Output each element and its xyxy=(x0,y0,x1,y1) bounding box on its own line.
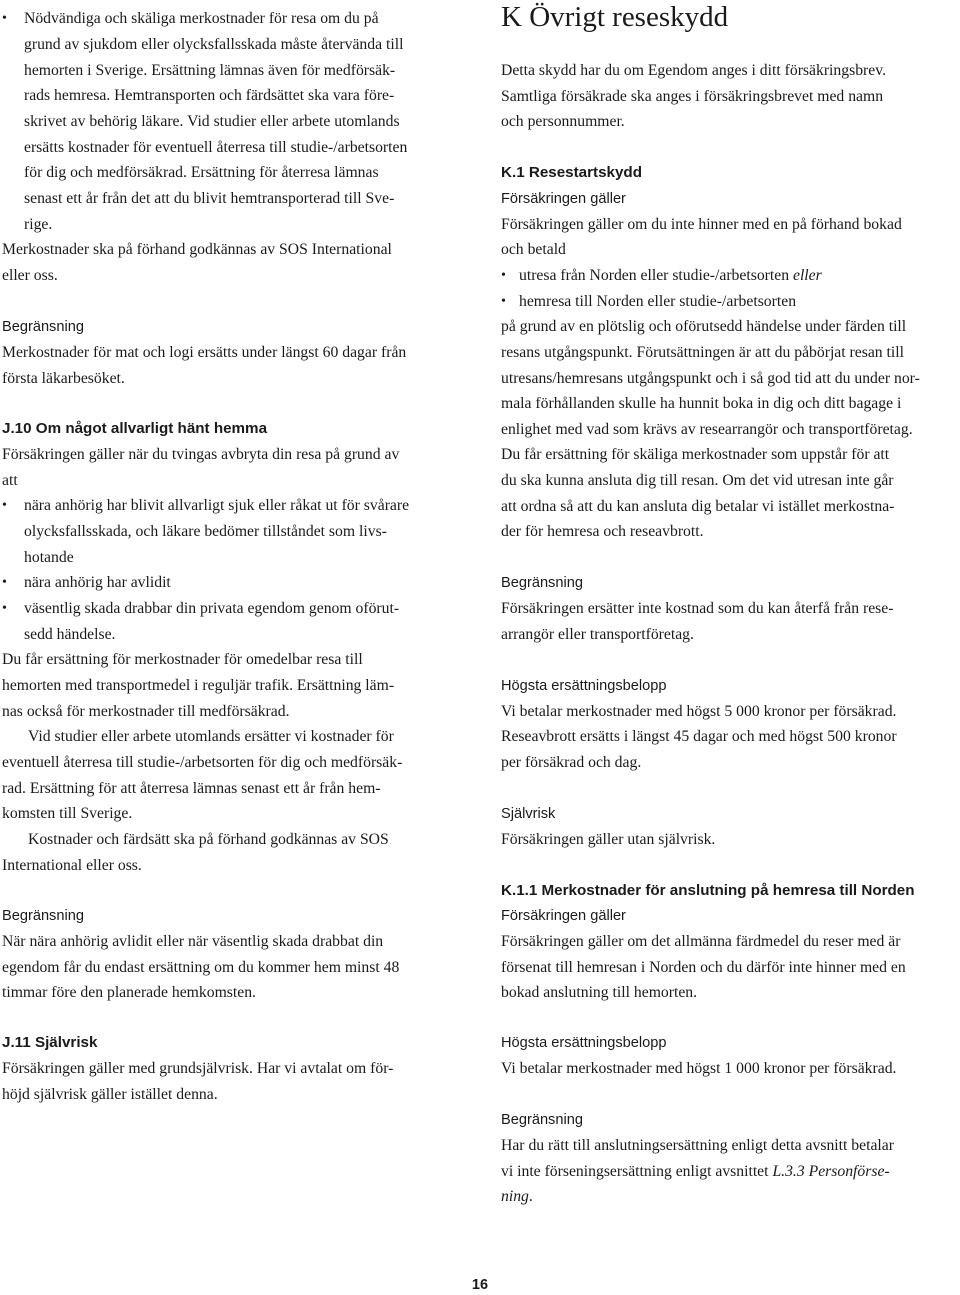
text-line: bokad anslutning till hemorten. xyxy=(501,984,698,1001)
page-number: 16 xyxy=(471,1277,489,1293)
text-line: för dig och medförsäkrad. Ersättning för återresa lämnas xyxy=(24,164,379,181)
text-line: enlighet med vad som krävs av researrangör och transportföretag. xyxy=(501,421,913,438)
text-line: der för hemresa och reseavbrott. xyxy=(501,523,704,540)
text-line: Du får ersättning för skäliga merkostnader som uppstår för att xyxy=(501,446,890,463)
list-item: hotande xyxy=(24,549,74,566)
section-heading-k1: K.1 Resestartskydd xyxy=(501,164,642,181)
text-line: Vi betalar merkostnader med högst 1 000 kronor per försäkrad. xyxy=(501,1060,897,1077)
subheading: Försäkringen gäller xyxy=(501,908,626,924)
text-line: resans utgångspunkt. Förutsättningen är att du påbörjat resan till xyxy=(501,344,904,361)
subheading-max-amount: Högsta ersättningsbelopp xyxy=(501,678,667,694)
text-line: försenat till hemresan i Norden och du därför inte hinner med en xyxy=(501,959,906,976)
text-line: egendom får du endast ersättning om du kommer hem minst 48 xyxy=(2,959,400,976)
subheading-begransning: Begränsning xyxy=(2,908,84,924)
text-line: grund av sjukdom eller olycksfallsskada måste återvända till xyxy=(24,36,404,53)
text-line: Vi betalar merkostnader med högst 5 000 kronor per försäkrad. xyxy=(501,703,897,720)
chapter-title: K Övrigt reseskydd xyxy=(501,1,729,33)
text-line: vi inte förseningsersättning enligt avsnittet L.3.3 Personförse- xyxy=(501,1163,890,1180)
text-line: ersätts kostnader för eventuell återresa till studie-/arbetsorten xyxy=(24,139,408,156)
text-line: Samtliga försäkrade ska anges i försäkringsbrevet med namn xyxy=(501,88,884,105)
text-line: du ska kunna ansluta dig till resan. Om det vid utresan inte går xyxy=(501,472,894,489)
text-line: Detta skydd har du om Egendom anges i ditt försäkringsbrev. xyxy=(501,62,886,79)
cross-reference-link: L.3.3 Personförse- xyxy=(772,1163,890,1180)
text-line: Merkostnader för mat och logi ersätts under längst 60 dagar från xyxy=(2,344,407,361)
text-line: Kostnader och färdsätt ska på förhand godkännas av SOS xyxy=(28,831,389,848)
text-line: eventuell återresa till studie-/arbetsorten för dig och medförsäk- xyxy=(2,754,403,771)
text-line: Försäkringen gäller om du inte hinner med en på förhand bokad xyxy=(501,216,902,233)
text-line: Merkostnader ska på förhand godkännas av SOS International xyxy=(2,241,392,258)
text-line: per försäkrad och dag. xyxy=(501,754,642,771)
bullet: • xyxy=(501,294,506,309)
text-line: höjd självrisk gäller istället denna. xyxy=(2,1086,218,1103)
subheading-begransning: Begränsning xyxy=(2,319,84,335)
list-item: utresa från Norden eller studie-/arbetsorten eller xyxy=(519,267,822,284)
text-line: att xyxy=(2,472,18,489)
subheading-begransning: Begränsning xyxy=(501,575,583,591)
text-line: skrivet av behörig läkare. Vid studier eller arbete utomlands xyxy=(24,113,400,130)
text-line: eller oss. xyxy=(2,267,58,284)
subheading-begransning: Begränsning xyxy=(501,1112,583,1128)
bullet: • xyxy=(2,11,7,26)
text-line: arrangör eller transportföretag. xyxy=(501,626,694,643)
text-line: timmar före den planerade hemkomsten. xyxy=(2,984,256,1001)
text-line: Nödvändiga och skäliga merkostnader för resa om du på xyxy=(24,10,379,27)
subheading-max-amount: Högsta ersättningsbelopp xyxy=(501,1035,667,1051)
text-line: Försäkringen gäller med grundsjälvrisk. Har vi avtalat om för- xyxy=(2,1060,394,1077)
list-item: sedd händelse. xyxy=(24,626,116,643)
list-item: nära anhörig har blivit allvarligt sjuk eller råkat ut för svårare xyxy=(24,497,410,514)
text-line: senast ett år från det att du blivit hemtransporterad till Sve- xyxy=(24,190,395,207)
text-line: Försäkringen gäller om det allmänna färdmedel du reser med är xyxy=(501,933,901,950)
text-line: Har du rätt till anslutningsersättning enligt detta avsnitt betalar xyxy=(501,1137,894,1154)
subheading-deductible: Självrisk xyxy=(501,806,556,822)
text-line: Du får ersättning för merkostnader för omedelbar resa till xyxy=(2,651,363,668)
section-heading-j10: J.10 Om något allvarligt hänt hemma xyxy=(2,420,268,437)
text-line: Försäkringen gäller utan självrisk. xyxy=(501,831,716,848)
bullet: • xyxy=(501,268,506,283)
text-line: International eller oss. xyxy=(2,857,142,874)
text-line: Vid studier eller arbete utomlands ersätter vi kostnader för xyxy=(28,728,394,745)
text-line: När nära anhörig avlidit eller när väsentlig skada drabbat din xyxy=(2,933,384,950)
section-heading-k11: K.1.1 Merkostnader för anslutning på hemresa till Norden xyxy=(501,882,915,899)
bullet: • xyxy=(2,601,7,616)
text-line: att ordna så att du kan ansluta dig betalar vi istället merkostna- xyxy=(501,498,895,515)
list-item: väsentlig skada drabbar din privata egendom genom oförut- xyxy=(24,600,400,617)
text-line: rad. Ersättning för att återresa lämnas senast ett år från hem- xyxy=(2,780,381,797)
text-line: Försäkringen ersätter inte kostnad som du kan återfå från rese- xyxy=(501,600,894,617)
section-heading-j11: J.11 Självrisk xyxy=(2,1034,98,1051)
text-line: rige. xyxy=(24,216,53,233)
bullet: • xyxy=(2,498,7,513)
list-item: olycksfallsskada, och läkare bedömer tillståndet som livs- xyxy=(24,523,387,540)
list-item: nära anhörig har avlidit xyxy=(24,574,171,591)
subheading: Försäkringen gäller xyxy=(501,191,626,207)
text-line: rads hemresa. Hemtransporten och färdsättet ska vara före- xyxy=(24,87,395,104)
text-line: och personnummer. xyxy=(501,113,625,130)
text-line: första läkarbesöket. xyxy=(2,370,125,387)
text-line: på grund av en plötslig och oförutsedd händelse under färden till xyxy=(501,318,907,335)
text-line: ning. xyxy=(501,1188,533,1205)
text-line: Försäkringen gäller när du tvingas avbryta din resa på grund av xyxy=(2,446,400,463)
text-line: och betald xyxy=(501,241,566,258)
bullet: • xyxy=(2,575,7,590)
text-line: hemorten i Sverige. Ersättning lämnas även för medförsäk- xyxy=(24,62,396,79)
text-line: komsten till Sverige. xyxy=(2,805,133,822)
text-line: nas också för merkostnader till medförsäkrad. xyxy=(2,703,290,720)
text-line: utresans/hemresans utgångspunkt och i så god tid att du under nor- xyxy=(501,370,920,387)
list-item: hemresa till Norden eller studie-/arbetsorten xyxy=(519,293,797,310)
text-line: Reseavbrott ersätts i längst 45 dagar och med högst 500 kronor xyxy=(501,728,897,745)
text-line: mala förhållanden skulle ha hunnit boka in dig och ditt bagage i xyxy=(501,395,902,412)
text-line: hemorten med transportmedel i reguljär trafik. Ersättning läm- xyxy=(2,677,395,694)
